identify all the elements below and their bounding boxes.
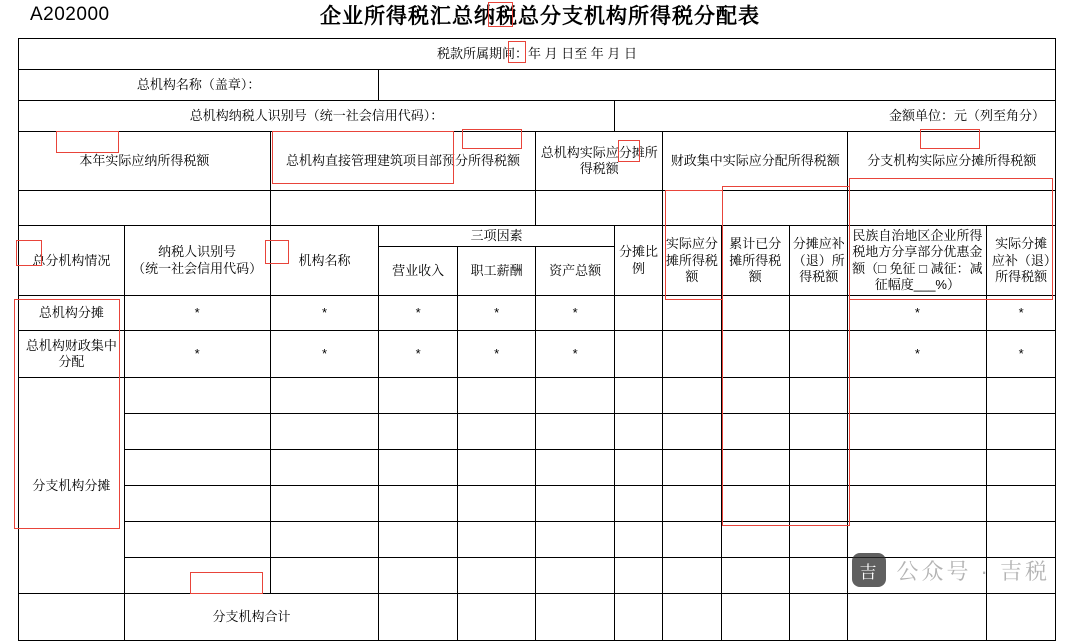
- cell-accumulated-allocated-tax[interactable]: [721, 522, 789, 558]
- cell-taxpayer-id[interactable]: [124, 486, 270, 522]
- cell-ethnic-region-discount[interactable]: [848, 450, 987, 486]
- watermark: [852, 553, 1050, 587]
- form-code: A202000: [30, 4, 110, 25]
- col-header-business-income: 营业收入: [379, 247, 458, 296]
- cell-business-income[interactable]: [379, 414, 458, 450]
- total-accumulated-allocated-tax[interactable]: [721, 594, 789, 641]
- cell-supplement-refund-tax[interactable]: [790, 558, 848, 594]
- col-header-allocation-ratio: 分摊比例: [614, 226, 662, 296]
- cell-taxpayer-id[interactable]: [124, 522, 270, 558]
- allocation-table: [18, 38, 1056, 641]
- cell-staff-salary[interactable]: [457, 450, 536, 486]
- cell-org-name[interactable]: [270, 450, 379, 486]
- top-value-branch-actual[interactable]: [848, 191, 1056, 226]
- cell-allocation-ratio[interactable]: [614, 296, 662, 331]
- org-name-row: [19, 70, 1056, 101]
- total-actual-supplement-refund[interactable]: [987, 594, 1056, 641]
- cell-business-income: *: [379, 331, 458, 378]
- top-header-branch-actual: 分支机构实际应分摊所得税额: [848, 132, 1056, 191]
- cell-actual-supplement-refund[interactable]: [987, 486, 1056, 522]
- top-value-current-year[interactable]: [19, 191, 271, 226]
- cell-total-assets: *: [536, 296, 615, 331]
- tax-id-row: [19, 101, 1056, 132]
- total-row-spacer: [19, 594, 125, 641]
- top-header-building-project: 总机构直接管理建筑项目部预分所得税额: [270, 132, 536, 191]
- org-name-value: [379, 70, 1056, 101]
- watermark-badge: 吉: [852, 553, 886, 587]
- cell-actual-supplement-refund: *: [987, 296, 1056, 331]
- cell-supplement-refund-tax[interactable]: [790, 450, 848, 486]
- cell-ethnic-region-discount: *: [848, 331, 987, 378]
- cell-taxpayer-id[interactable]: [124, 450, 270, 486]
- cell-total-assets: *: [536, 331, 615, 378]
- total-business-income[interactable]: [379, 594, 458, 641]
- col-header-ethnic-region-discount: 民族自治地区企业所得税地方分享部分优惠金额（□ 免征 □ 减征：减征幅度___%）: [848, 226, 987, 296]
- cell-taxpayer-id[interactable]: [124, 378, 270, 414]
- cell-business-income[interactable]: [379, 450, 458, 486]
- cell-org-name[interactable]: [270, 558, 379, 594]
- col-header-taxpayer-id-line1: 纳税人识别号: [158, 244, 237, 260]
- cell-taxpayer-id[interactable]: [124, 558, 270, 594]
- top-value-fiscal-allocation[interactable]: [663, 191, 848, 226]
- col-header-actual-supplement-refund: 实际分摊应补（退）所得税额: [987, 226, 1056, 296]
- cell-supplement-refund-tax[interactable]: [790, 486, 848, 522]
- table-row: [19, 486, 1056, 522]
- row-label-hq-fiscal-allocation: 总机构财政集中分配: [19, 331, 125, 378]
- cell-total-assets[interactable]: [536, 450, 615, 486]
- cell-ethnic-region-discount[interactable]: [848, 414, 987, 450]
- cell-supplement-refund-tax[interactable]: [790, 522, 848, 558]
- cell-accumulated-allocated-tax[interactable]: [721, 450, 789, 486]
- cell-total-assets[interactable]: [536, 558, 615, 594]
- cell-actual-allocated-tax[interactable]: [663, 522, 721, 558]
- cell-taxpayer-id: *: [124, 296, 270, 331]
- total-supplement-refund-tax[interactable]: [790, 594, 848, 641]
- cell-actual-supplement-refund: *: [987, 331, 1056, 378]
- cell-staff-salary[interactable]: [457, 486, 536, 522]
- cell-allocation-ratio[interactable]: [614, 378, 662, 414]
- cell-accumulated-allocated-tax[interactable]: [721, 486, 789, 522]
- top-header-fiscal-allocation: 财政集中实际应分配所得税额: [663, 132, 848, 191]
- table-row: [19, 450, 1056, 486]
- col-header-taxpayer-id-line2: （统一社会信用代码）: [132, 260, 263, 276]
- cell-actual-supplement-refund[interactable]: [987, 378, 1056, 414]
- total-actual-allocated-tax[interactable]: [663, 594, 721, 641]
- cell-allocation-ratio[interactable]: [614, 331, 662, 378]
- cell-org-name: *: [270, 331, 379, 378]
- cell-allocation-ratio[interactable]: [614, 522, 662, 558]
- cell-actual-allocated-tax[interactable]: [663, 450, 721, 486]
- row-label-hq-allocation: 总机构分摊: [19, 296, 125, 331]
- cell-staff-salary: *: [457, 331, 536, 378]
- cell-staff-salary: *: [457, 296, 536, 331]
- top-value-row: [19, 191, 1056, 226]
- total-ethnic-region-discount[interactable]: [848, 594, 987, 641]
- cell-ethnic-region-discount: *: [848, 296, 987, 331]
- total-staff-salary[interactable]: [457, 594, 536, 641]
- page-title: 企业所得税汇总纳税总分支机构所得税分配表: [320, 5, 760, 28]
- col-header-three-factors: 三项因素: [379, 226, 615, 247]
- cell-supplement-refund-tax[interactable]: [790, 414, 848, 450]
- document-header: [0, 0, 1080, 38]
- cell-accumulated-allocated-tax[interactable]: [721, 558, 789, 594]
- period-value: 年 月 日至 年 月 日: [527, 45, 638, 61]
- cell-supplement-refund-tax[interactable]: [790, 296, 848, 331]
- table-row: [19, 331, 1056, 378]
- col-header-org-situation: 总分机构情况: [19, 226, 125, 296]
- cell-staff-salary[interactable]: [457, 522, 536, 558]
- cell-actual-allocated-tax[interactable]: [663, 378, 721, 414]
- cell-actual-supplement-refund[interactable]: [987, 450, 1056, 486]
- total-row: [19, 594, 1056, 641]
- cell-org-name[interactable]: [270, 414, 379, 450]
- cell-total-assets[interactable]: [536, 378, 615, 414]
- cell-actual-allocated-tax[interactable]: [663, 331, 721, 378]
- row-label-branch-allocation: 分支机构分摊: [19, 378, 125, 594]
- cell-org-name[interactable]: [270, 378, 379, 414]
- total-total-assets[interactable]: [536, 594, 615, 641]
- cell-actual-allocated-tax[interactable]: [663, 558, 721, 594]
- col-header-total-assets: 资产总额: [536, 247, 615, 296]
- amount-unit-label: 金额单位：元（列至角分）: [888, 107, 1045, 123]
- cell-business-income[interactable]: [379, 558, 458, 594]
- org-name-label: 总机构名称（盖章）：: [19, 70, 379, 101]
- cell-accumulated-allocated-tax[interactable]: [721, 296, 789, 331]
- cell-org-name: *: [270, 296, 379, 331]
- cell-business-income[interactable]: [379, 486, 458, 522]
- cell-allocation-ratio[interactable]: [614, 414, 662, 450]
- period-label: 税款所属期间：: [436, 45, 528, 61]
- col-header-org-name: 机构名称: [270, 226, 379, 296]
- total-allocation-ratio[interactable]: [614, 594, 662, 641]
- tax-id-label: 总机构纳税人识别号（统一社会信用代码）：: [19, 101, 615, 132]
- cell-allocation-ratio[interactable]: [614, 450, 662, 486]
- amount-unit-cell: [614, 101, 1055, 132]
- top-header-current-year: 本年实际应纳所得税额: [19, 132, 271, 191]
- top-header-row: [19, 132, 1056, 191]
- cell-accumulated-allocated-tax[interactable]: [721, 331, 789, 378]
- total-row-label: 分支机构合计: [124, 594, 379, 641]
- column-header-row-1: [19, 226, 1056, 247]
- cell-ethnic-region-discount[interactable]: [848, 486, 987, 522]
- cell-accumulated-allocated-tax[interactable]: [721, 378, 789, 414]
- watermark-text: 公众号 · 吉税: [896, 558, 1050, 584]
- period-cell: [19, 39, 1056, 70]
- table-row: [19, 296, 1056, 331]
- table-row: [19, 414, 1056, 450]
- top-header-hq-actual: 总机构实际应分摊所得税额: [536, 132, 663, 191]
- cell-total-assets[interactable]: [536, 486, 615, 522]
- col-header-accumulated-allocated-tax: 累计已分摊所得税额: [721, 226, 789, 296]
- cell-accumulated-allocated-tax[interactable]: [721, 414, 789, 450]
- cell-taxpayer-id: *: [124, 331, 270, 378]
- cell-allocation-ratio[interactable]: [614, 486, 662, 522]
- cell-actual-allocated-tax[interactable]: [663, 414, 721, 450]
- period-row: [19, 39, 1056, 70]
- cell-actual-supplement-refund[interactable]: [987, 414, 1056, 450]
- cell-business-income[interactable]: [379, 378, 458, 414]
- cell-actual-allocated-tax[interactable]: [663, 486, 721, 522]
- cell-allocation-ratio[interactable]: [614, 558, 662, 594]
- col-header-taxpayer-id: [124, 226, 270, 296]
- cell-ethnic-region-discount[interactable]: [848, 378, 987, 414]
- cell-actual-allocated-tax[interactable]: [663, 296, 721, 331]
- cell-supplement-refund-tax[interactable]: [790, 331, 848, 378]
- cell-staff-salary[interactable]: [457, 378, 536, 414]
- top-value-building-project[interactable]: [270, 191, 536, 226]
- cell-total-assets[interactable]: [536, 414, 615, 450]
- cell-org-name[interactable]: [270, 486, 379, 522]
- table-row: [19, 378, 1056, 414]
- col-header-actual-allocated-tax: 实际应分摊所得税额: [663, 226, 721, 296]
- cell-org-name[interactable]: [270, 522, 379, 558]
- cell-staff-salary[interactable]: [457, 414, 536, 450]
- cell-taxpayer-id[interactable]: [124, 414, 270, 450]
- top-value-hq-actual[interactable]: [536, 191, 663, 226]
- cell-supplement-refund-tax[interactable]: [790, 378, 848, 414]
- cell-business-income: *: [379, 296, 458, 331]
- cell-staff-salary[interactable]: [457, 558, 536, 594]
- col-header-staff-salary: 职工薪酬: [457, 247, 536, 296]
- col-header-supplement-refund-tax: 分摊应补（退）所得税额: [790, 226, 848, 296]
- cell-business-income[interactable]: [379, 522, 458, 558]
- cell-total-assets[interactable]: [536, 522, 615, 558]
